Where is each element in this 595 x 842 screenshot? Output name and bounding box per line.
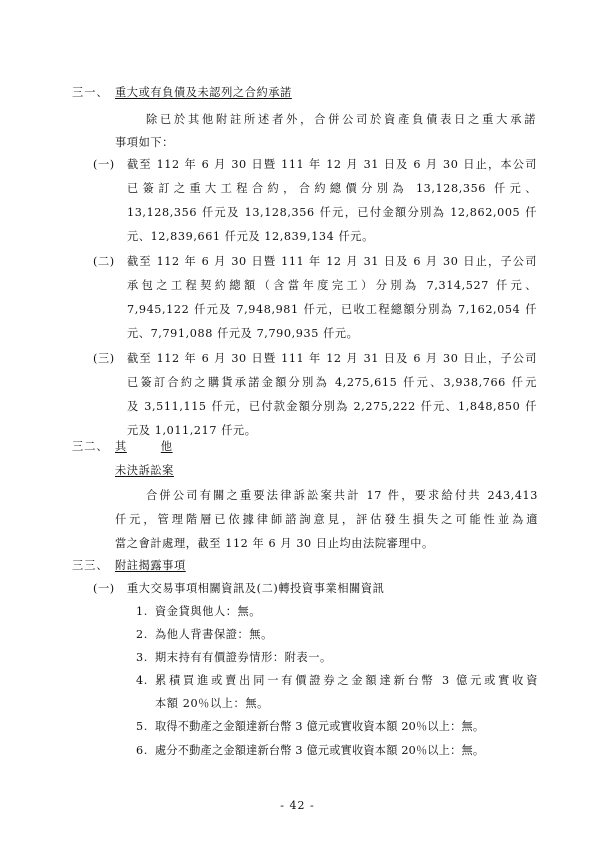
section-33-number: 三三、 [72, 559, 109, 572]
disclosure-item-6-number: 6. [136, 744, 148, 757]
item-2-line-4: 元、7,791,088 仟元及 7,790,935 仟元。 [127, 327, 359, 340]
item-2-line-1: 截至 112 年 6 月 30 日暨 111 年 12 月 31 日及 6 月 30 日止，子公司 [127, 255, 537, 268]
disclosure-item-6-text: 處分不動產之金額達新台幣 3 億元或實收資本額 20％以上：無。 [155, 744, 485, 757]
disclosure-item-1-number: 1. [136, 605, 148, 618]
item-1-line-2: 已簽訂之重大工程合約，合約總價分別為 13,128,356 仟元、 [127, 182, 537, 195]
item-3-line-1: 截至 112 年 6 月 30 日暨 111 年 12 月 31 日及 6 月 30 日止，子公司 [127, 352, 537, 365]
section-31-number: 三一、 [72, 86, 109, 99]
item-1-line-4: 元、12,839,661 仟元及 12,839,134 仟元。 [127, 230, 374, 243]
item-2-line-3: 7,945,122 仟元及 7,948,981 仟元，已收工程總額分別為 7,162,054 仟 [127, 303, 537, 316]
section-32-line-1: 合併公司有關之重要法律訴訟案共計 17 件，要求給付共 243,413 [146, 489, 538, 502]
item-1-line-1: 截至 112 年 6 月 30 日暨 111 年 12 月 31 日及 6 月 30 日止，本公司 [127, 158, 537, 171]
section-33-sub-text: 重大交易事項相關資訊及(二)轉投資事業相關資訊 [127, 582, 385, 595]
disclosure-item-2-text: 為他人背書保證：無。 [155, 628, 273, 641]
item-3-line-4: 元及 1,011,217 仟元。 [127, 424, 257, 437]
disclosure-item-5-text: 取得不動產之金額達新台幣 3 億元或實收資本額 20％以上：無。 [155, 720, 485, 733]
item-2-label: (二) [93, 255, 115, 268]
section-32-title-part-2: 他 [160, 440, 173, 453]
disclosure-item-4-line-2: 本額 20％以上：無。 [155, 697, 269, 710]
item-1-label: (一) [93, 158, 115, 171]
section-31-intro-line-2: 事項如下： [115, 136, 174, 149]
item-1-line-3: 13,128,356 仟元及 13,128,356 仟元，已付金額分別為 12,862,005 仟 [127, 206, 537, 219]
disclosure-item-1-text: 資金貸與他人：無。 [155, 605, 262, 618]
item-3-label: (三) [93, 352, 115, 365]
disclosure-item-5-number: 5. [136, 720, 148, 733]
section-33-sub-label: (一) [93, 582, 115, 595]
item-2-line-2: 承包之工程契約總額（含當年度完工）分別為 7,314,527 仟元、 [127, 279, 537, 292]
section-31-intro-line-1: 除已於其他附註所述者外，合併公司於資產負債表日之重大承諾 [146, 113, 536, 126]
section-33-title: 附註揭露事項 [115, 559, 186, 572]
section-32-title [115, 440, 177, 454]
section-32-subtitle: 未決訴訟案 [115, 464, 174, 477]
section-32-line-3: 當之會計處理，截至 112 年 6 月 30 日止均由法院審理中。 [115, 537, 434, 550]
section-32-title-part-1: 其 [115, 440, 127, 453]
page-number: - 42 - [280, 799, 315, 812]
disclosure-item-4-line-1: 累積買進或賣出同一有價證券之金額達新台幣 3 億元或實收資 [155, 674, 538, 687]
section-32-number: 三二、 [72, 440, 109, 453]
disclosure-item-4-number: 4. [136, 674, 148, 687]
disclosure-item-2-number: 2. [136, 628, 148, 641]
section-32-line-2: 仟元，管理階層已依據律師諮詢意見，評估發生損失之可能性並為適 [115, 513, 538, 526]
section-31-title: 重大或有負債及未認列之合約承諾 [115, 86, 292, 99]
disclosure-item-3-text: 期末持有有價證券情形：附表一。 [155, 651, 332, 664]
item-3-line-2: 已簽訂合約之購貨承諾金額分別為 4,275,615 仟元、3,938,766 仟元 [127, 376, 537, 389]
disclosure-item-3-number: 3. [136, 651, 148, 664]
item-3-line-3: 及 3,511,115 仟元，已付款金額分別為 2,275,222 仟元、1,848,850 仟 [127, 400, 537, 413]
